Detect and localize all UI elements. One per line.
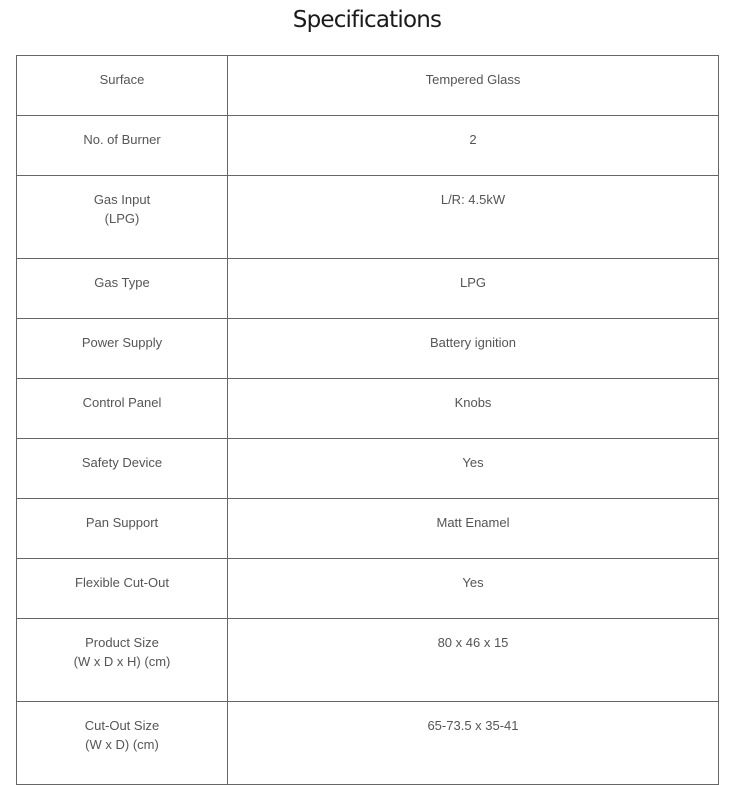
spec-label-line: Safety Device: [81, 455, 163, 470]
spec-row-cut-out-size: [17, 702, 719, 785]
spec-label: [17, 319, 228, 379]
specifications-table: [16, 55, 719, 785]
spec-label-line: Product Size: [85, 635, 159, 650]
spec-value: Matt Enamel: [228, 499, 719, 559]
spec-label-line: (W x D) (cm): [85, 737, 159, 752]
spec-label: [17, 702, 228, 785]
spec-label-line: Flexible Cut-Out: [75, 575, 169, 590]
spec-value: Tempered Glass: [228, 56, 719, 116]
spec-value: Knobs: [228, 379, 719, 439]
spec-value: LPG: [228, 259, 719, 319]
spec-row-control-panel: [17, 379, 719, 439]
spec-label-line: No. of Burner: [83, 132, 161, 147]
spec-label-line: (W x D x H) (cm): [73, 654, 171, 669]
spec-row-flexible-cut-out: [17, 559, 719, 619]
spec-value: Yes: [228, 439, 719, 499]
spec-row-gas-input: [17, 176, 719, 259]
spec-label: [17, 379, 228, 439]
spec-label-line: Control Panel: [82, 395, 162, 410]
spec-label: [17, 176, 228, 259]
spec-label: [17, 439, 228, 499]
spec-row-gas-type: [17, 259, 719, 319]
spec-row-product-size: [17, 619, 719, 702]
spec-label: [17, 559, 228, 619]
spec-label-line: Power Supply: [81, 335, 163, 350]
spec-label-line: Gas Type: [94, 275, 150, 290]
spec-label-line: Pan Support: [85, 515, 159, 530]
spec-label: [17, 259, 228, 319]
spec-label-line: Gas Input: [93, 192, 151, 207]
spec-label: [17, 499, 228, 559]
spec-label-line: Surface: [99, 72, 145, 87]
spec-value: Yes: [228, 559, 719, 619]
spec-label: [17, 116, 228, 176]
spec-row-surface: [17, 56, 719, 116]
spec-row-pan-support: [17, 499, 719, 559]
spec-value: 80 x 46 x 15: [228, 619, 719, 702]
spec-row-power-supply: [17, 319, 719, 379]
page-title: Specifications: [292, 7, 442, 33]
spec-value: 65-73.5 x 35-41: [228, 702, 719, 785]
spec-row-burners: [17, 116, 719, 176]
spec-value: Battery ignition: [228, 319, 719, 379]
spec-label-line: Cut-Out Size: [84, 718, 160, 733]
spec-value: L/R: 4.5kW: [228, 176, 719, 259]
spec-label: [17, 619, 228, 702]
spec-label: [17, 56, 228, 116]
spec-value: 2: [228, 116, 719, 176]
spec-label-line: (LPG): [104, 211, 140, 226]
spec-row-safety-device: [17, 439, 719, 499]
